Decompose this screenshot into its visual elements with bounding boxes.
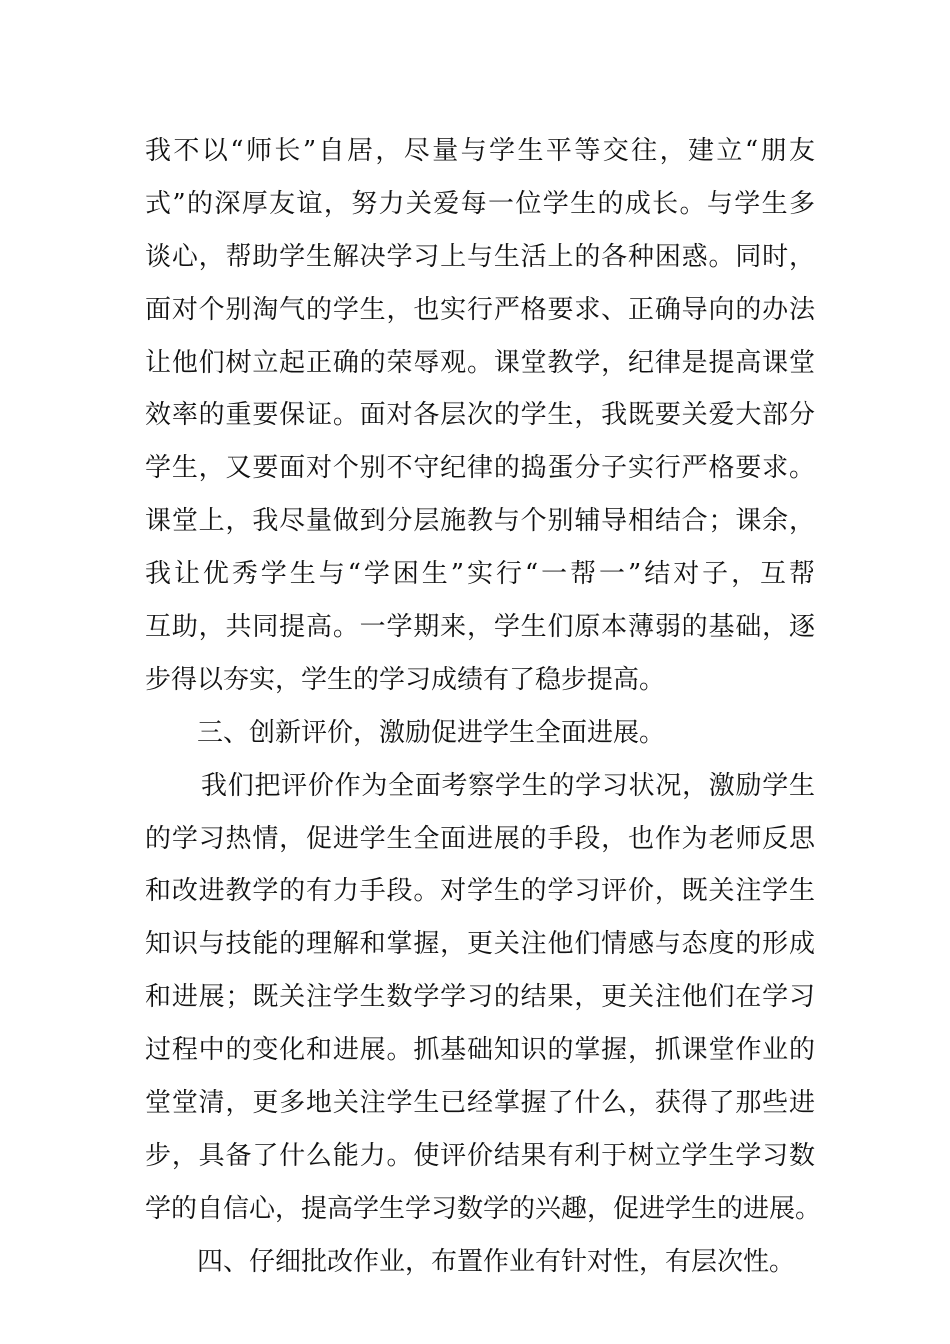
text-line: 我不以“师长”自居，尽量与学生平等交往，建立“朋友 xyxy=(145,136,815,166)
text-line: 我让优秀学生与“学困生”实行“一帮一”结对子，互帮 xyxy=(145,559,815,590)
paragraph-end-line: 步得以夯实，学生的学习成绩有了稳步提高。 xyxy=(145,664,666,695)
text-line: 式”的深厚友谊，努力关爱每一位学生的成长。与学生多 xyxy=(145,188,815,219)
text-line: 让他们树立起正确的荣辱观。课堂教学，纪律是提高课堂 xyxy=(145,347,815,378)
text-line: 和改进教学的有力手段。对学生的学习评价，既关注学生 xyxy=(145,876,815,907)
section-heading-4: 四、仔细批改作业，布置作业有针对性，有层次性。 xyxy=(197,1246,796,1277)
text-line: 课堂上，我尽量做到分层施教与个别辅导相结合；课余， xyxy=(145,506,815,537)
text-line: 的学习热情，促进学生全面进展的手段，也作为老师反思 xyxy=(145,823,815,854)
body-text xyxy=(145,125,822,1289)
text-line: 学生，又要面对个别不守纪律的捣蛋分子实行严格要求。 xyxy=(145,453,815,484)
text-line: 谈心，帮助学生解决学习上与生活上的各种困惑。同时， xyxy=(145,241,815,272)
text-line: 和进展；既关注学生数学学习的结果，更关注他们在学习 xyxy=(145,982,815,1013)
text-line: 面对个别淘气的学生，也实行严格要求、正确导向的办法 xyxy=(145,294,815,325)
text-line: 互助，共同提高。一学期来，学生们原本薄弱的基础，逐 xyxy=(145,612,815,643)
text-line: 效率的重要保证。面对各层次的学生，我既要关爱大部分 xyxy=(145,400,815,431)
section-heading-3: 三、创新评价，激励促进学生全面进展。 xyxy=(197,717,666,748)
text-line: 知识与技能的理解和掌握，更关注他们情感与态度的形成 xyxy=(145,929,815,960)
text-line: 堂堂清，更多地关注学生已经掌握了什么，获得了那些进 xyxy=(145,1088,815,1119)
paragraph-start-line: 我们把评价作为全面考察学生的学习状况，激励学生 xyxy=(201,770,815,801)
text-line: 过程中的变化和进展。抓基础知识的掌握，抓课堂作业的 xyxy=(145,1035,815,1066)
paragraph-end-line: 学的自信心，提高学生学习数学的兴趣，促进学生的进展。 xyxy=(145,1193,822,1224)
text-line: 步，具备了什么能力。使评价结果有利于树立学生学习数 xyxy=(145,1140,815,1171)
